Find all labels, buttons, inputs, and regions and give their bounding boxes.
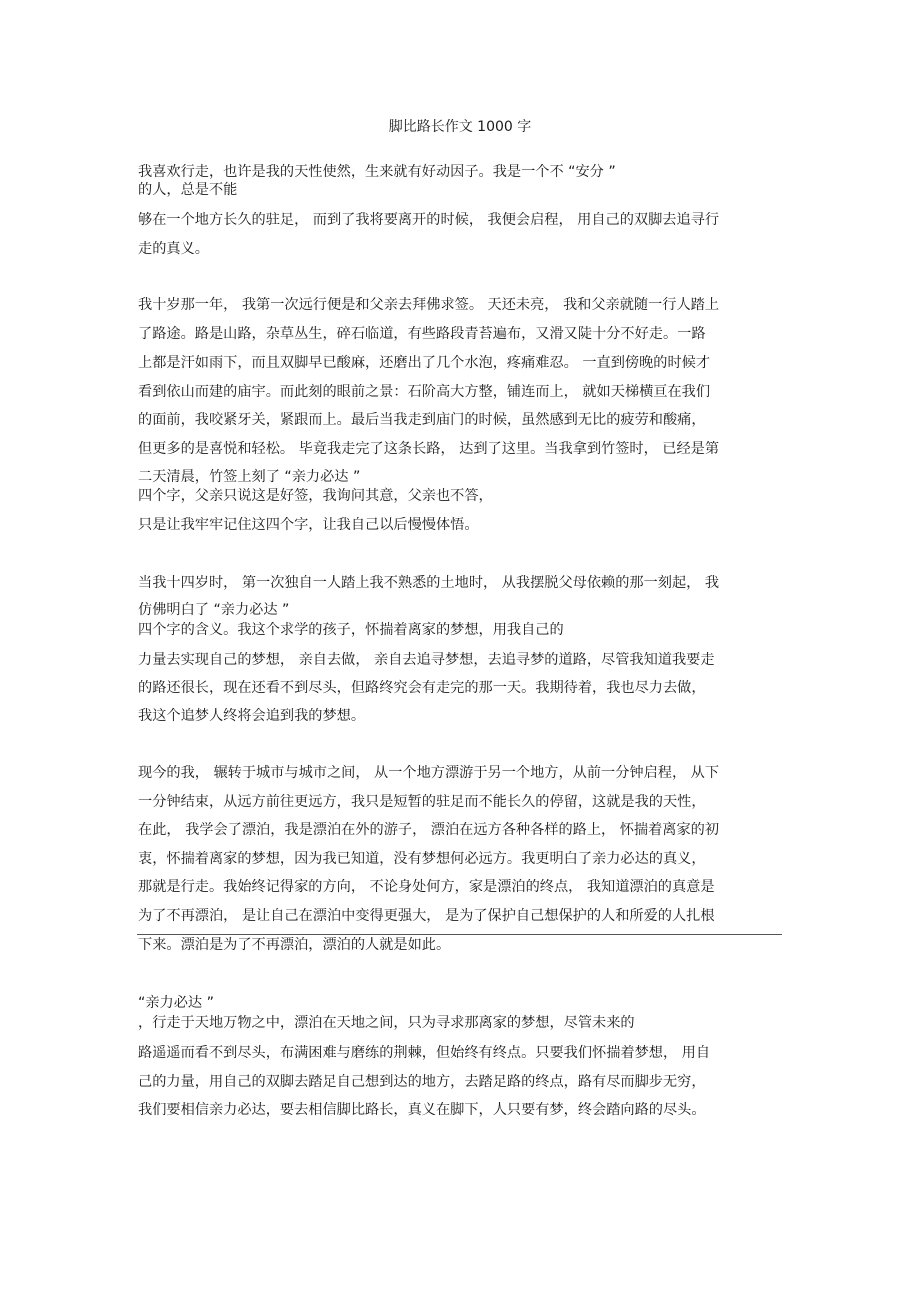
text-line: 我们要相信亲力必达，要去相信脚比路长，真义在脚下，人只要有梦，终会踏向路的尽头。 (138, 1102, 706, 1118)
text-line: 在此， 我学会了漂泊，我是漂泊在外的游子， 漂泊在远方各种各样的路上， 怀揣着离家的初 (138, 822, 720, 838)
text-line: 衷，怀揣着离家的梦想，因为我已知道，没有梦想何必远方。我更明白了亲力必达的真义， (138, 851, 706, 867)
text-line: 只是让我牢牢记住这四个字，让我自己以后慢慢体悟。 (138, 517, 479, 533)
text-line: 仿佛明白了 “亲力必达 ” (138, 602, 290, 618)
text-line: 四个字，父亲只说这是好签，我询问其意，父亲也不答， (138, 488, 493, 504)
text-line: 我喜欢行走，也许是我的天性使然，生来就有好动因子。我是一个不 “安分 ” (138, 164, 616, 180)
text-line: 现今的我， 辗转于城市与城市之间， 从一个地方漂游于另一个地方，从前一分钟启程， 从下 (138, 765, 720, 781)
text-line: 走的真义。 (138, 241, 209, 257)
text-line: 路遥遥而看不到尽头，布满困难与磨练的荆棘，但始终有终点。只要我们怀揣着梦想， 用自 (138, 1045, 711, 1061)
text-line: 己的力量，用自己的双脚去踏足自己想到达的地方，去踏足路的终点，路有尽而脚步无穷， (138, 1074, 706, 1090)
text-line: 看到依山而建的庙宇。而此刻的眼前之景：石阶高大方整，铺连而上， 就如天梯横亘在我们 (138, 384, 711, 400)
text-line: 但更多的是喜悦和轻松。 毕竟我走完了这条长路， 达到了这里。当我拿到竹签时， 已经是第 (138, 441, 720, 457)
text-line: 下来。漂泊是为了不再漂泊，漂泊的人就是如此。 (138, 937, 451, 953)
text-line: 的面前，我咬紧牙关，紧跟而上。最后当我走到庙门的时候，虽然感到无比的疲劳和酸痛， (138, 412, 706, 428)
text-line: 当我十四岁时， 第一次独自一人踏上我不熟悉的土地时， 从我摆脱父母依赖的那一刻起， 我 (138, 575, 720, 591)
document-title: 脚比路长作文 1000 字 (388, 119, 532, 135)
text-line: ，行走于天地万物之中，漂泊在天地之间，只为寻求那离家的梦想，尽管未来的 (138, 1015, 635, 1031)
text-line: 的人，总是不能 (138, 182, 238, 198)
text-line: 够在一个地方长久的驻足， 而到了我将要离开的时候， 我便会启程， 用自己的双脚去追寻行 (138, 212, 720, 228)
text-line: 一分钟结束，从远方前往更远方，我只是短暂的驻足而不能长久的停留，这就是我的天性， (138, 794, 706, 810)
text-line: 那就是行走。我始终记得家的方向， 不论身处何方，家是漂泊的终点， 我知道漂泊的真意是 (138, 879, 715, 895)
horizontal-rule (137, 934, 782, 935)
text-line: 为了不再漂泊， 是让自己在漂泊中变得更强大， 是为了保护自己想保护的人和所爱的人扎根 (138, 908, 715, 924)
text-line: 我十岁那一年， 我第一次远行便是和父亲去拜佛求签。 天还未亮， 我和父亲就随一行人踏上 (138, 297, 720, 313)
text-line: 了路途。路是山路，杂草丛生，碎石临道，有些路段青苔遍布，又滑又陡十分不好走。一路 (138, 326, 706, 342)
text-line: 上都是汗如雨下，而且双脚早已酸麻，还磨出了几个水泡，疼痛难忍。 一直到傍晚的时候才 (138, 355, 711, 371)
text-line: 我这个追梦人终将会追到我的梦想。 (138, 708, 366, 724)
text-line: 二天清晨，竹签上刻了 “亲力必达 ” (138, 469, 361, 485)
text-line: 四个字的含义。我这个求学的孩子，怀揣着离家的梦想，用我自己的 (138, 622, 564, 638)
text-line: “亲力必达 ” (138, 995, 214, 1011)
text-line: 的路还很长，现在还看不到尽头，但路终究会有走完的那一天。我期待着，我也尽力去做， (138, 680, 706, 696)
text-line: 力量去实现自己的梦想， 亲自去做， 亲自去追寻梦想，去追寻梦的道路，尽管我知道我要走 (138, 652, 715, 668)
